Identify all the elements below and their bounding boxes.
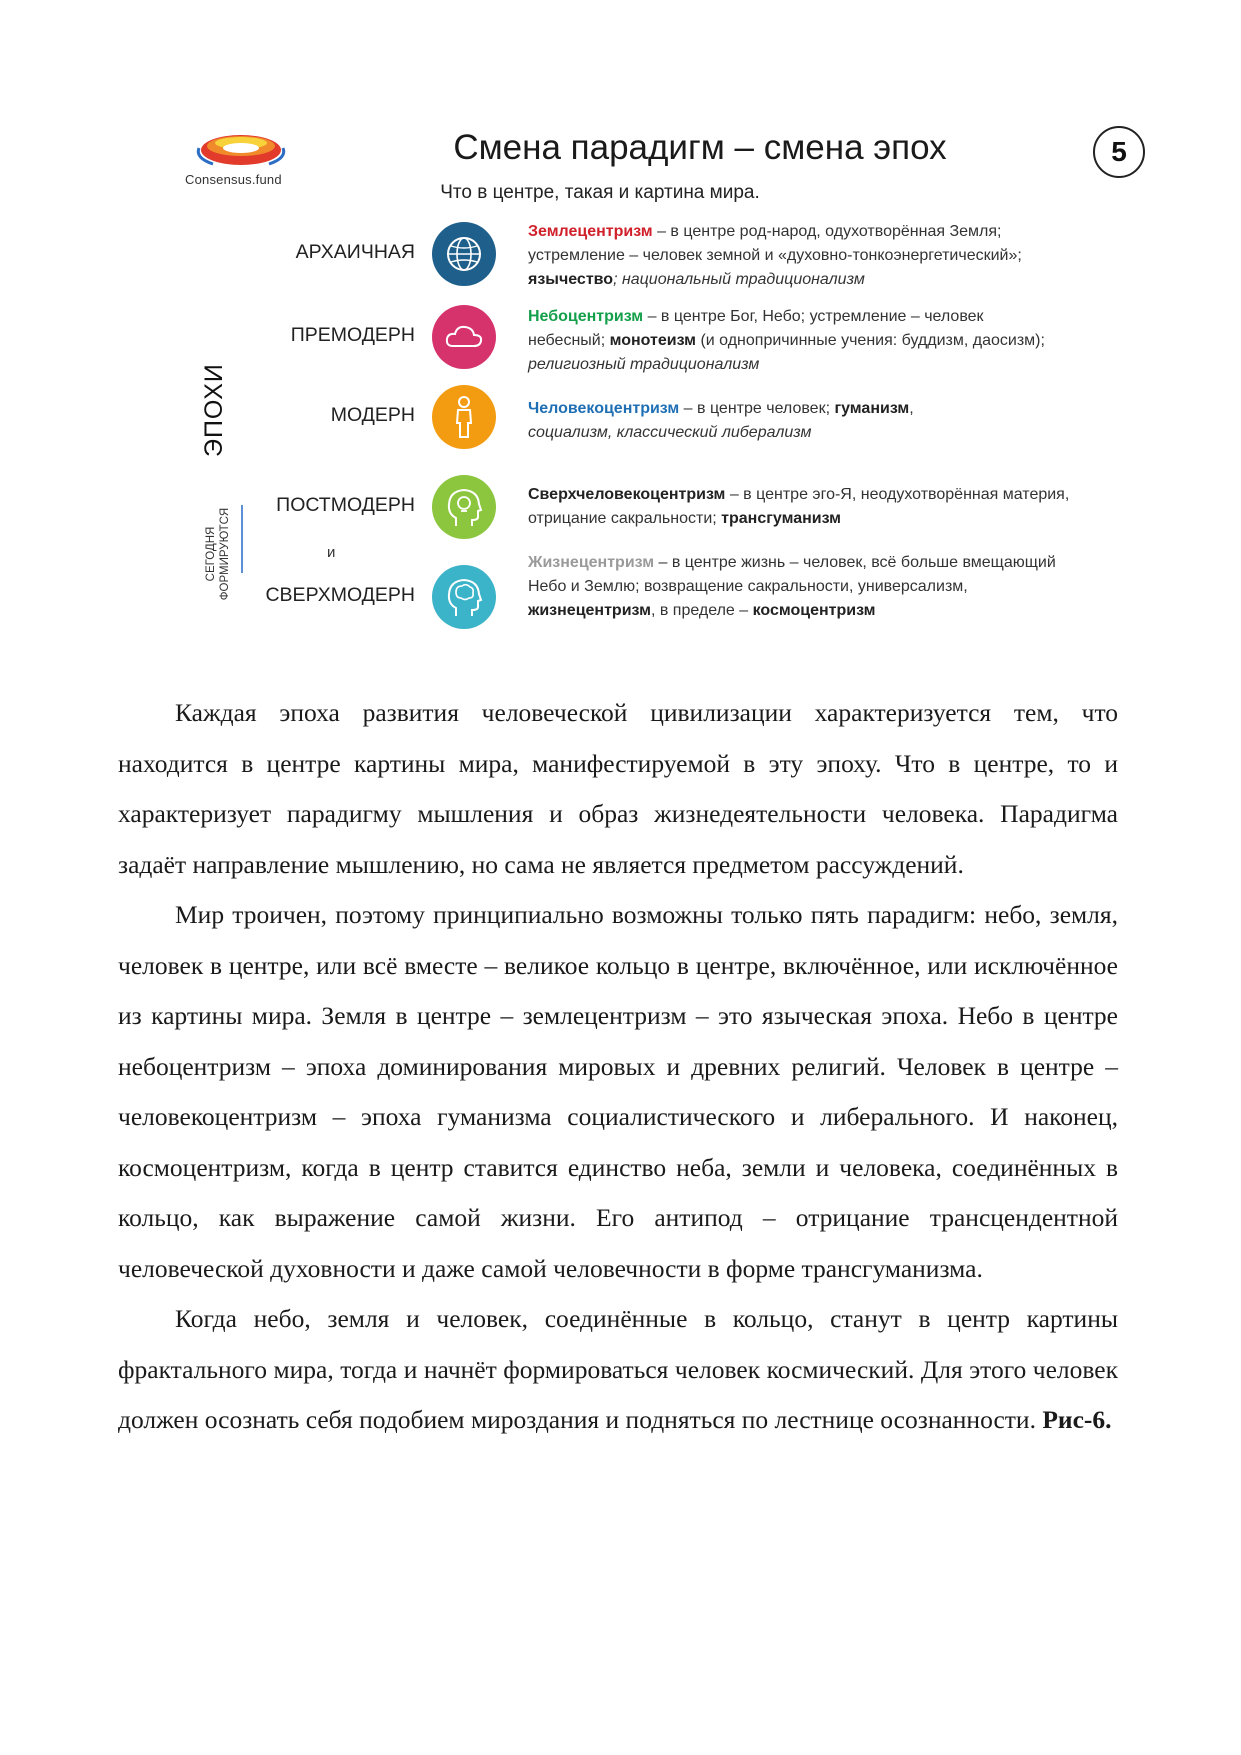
desc-postmodern: Сверхчеловекоцентризм – в центре эго-Я, неодухотворённая материя, отрицание сакральности; трансгуманизм: [528, 486, 1070, 527]
epochs-vertical-label: ЭПОХИ: [200, 363, 228, 457]
era-connector: и: [327, 544, 336, 561]
person-icon: [432, 385, 496, 449]
figure-reference: Рис-6.: [1042, 1405, 1112, 1434]
desc-premodern: Небоцентризм – в центре Бог, Небо; устремление – человек небесный; монотеизм (и однопричинные учения: буддизм, даосизм); религиозный традиционализм: [528, 308, 1045, 373]
paragraph-1: Каждая эпоха развития человеческой цивилизации характеризуется тем, что находится в центре картины мира, манифестируемой в эту эпоху. Что в центре, то и характеризует парадигму мышления и образ жизнедеятельности человека. Парадигма задаёт направление мышлению, но сама не является предметом рассуждений.: [118, 698, 1118, 879]
era-label-premodern: ПРЕМОДЕРН: [290, 324, 415, 346]
desc-archaic: Землецентризм – в центре род-народ, одухотворённая Земля; устремление – человек земной и «духовно-тонкоэнергетический»; язычество; национальный традиционализм: [528, 223, 1022, 288]
paragraph-2: Мир троичен, поэтому принципиально возможны только пять парадигм: небо, земля, человек в центре, или всё вместе – великое кольцо в центре, включённое, или исключённое из картины мира. Земля в центре – землецентризм – это языческая эпоха. Небо в центре небоцентризм – эпоха доминирования мировых и древних религий. Человек в центре – человекоцентризм – эпоха гуманизма социалистического и либерального. И наконец, космоцентризм, когда в центр ставится единство неба, земли и человека, соединённых в кольцо, как выражение самой жизни. Его антипод – отрицание трансцендентной человеческой духовности и даже самой человечности в форме трансгуманизма.: [118, 900, 1118, 1283]
paragraph-3: Когда небо, земля и человек, соединённые в кольцо, станут в центр картины фрактального мира, тогда и начнёт формироваться человек космический. Для этого человек должен осознать себя подобием мироздания и подняться по лестнице осознанности. Рис-6.: [118, 1304, 1118, 1434]
body-text: [118, 688, 1118, 1446]
cloud-icon: [432, 305, 496, 369]
head-brain-icon: [432, 565, 496, 629]
era-label-postmodern: ПОСТМОДЕРН: [276, 494, 415, 516]
consensus-ring-logo-icon: [193, 128, 289, 172]
desc-supermodern: Жизнецентризм – в центре жизнь – человек, всё больше вмещающий Небо и Землю; возвращение сакральности, универсализм, жизнецентризм, в пределе – космоцентризм: [528, 554, 1056, 619]
globe-icon: [432, 222, 496, 286]
today-divider-line: [241, 505, 243, 573]
today-forming-label: СЕГОДНЯ ФОРМИРУЮТСЯ: [205, 507, 231, 601]
head-lightbulb-icon: [432, 475, 496, 539]
desc-modern: Человекоцентризм – в центре человек; гуманизм, социализм, классический либерализм: [528, 400, 914, 441]
logo: [185, 128, 305, 190]
page-title: Смена парадигм – смена эпох: [453, 128, 947, 167]
logo-text: Consensus.fund: [185, 172, 282, 187]
era-label-supermodern: СВЕРХМОДЕРН: [265, 584, 415, 606]
era-label-modern: МОДЕРН: [330, 404, 415, 426]
era-label-archaic: АРХАИЧНАЯ: [295, 241, 415, 263]
subtitle: Что в центре, такая и картина мира.: [440, 182, 760, 203]
page-number: 5: [1093, 126, 1145, 178]
